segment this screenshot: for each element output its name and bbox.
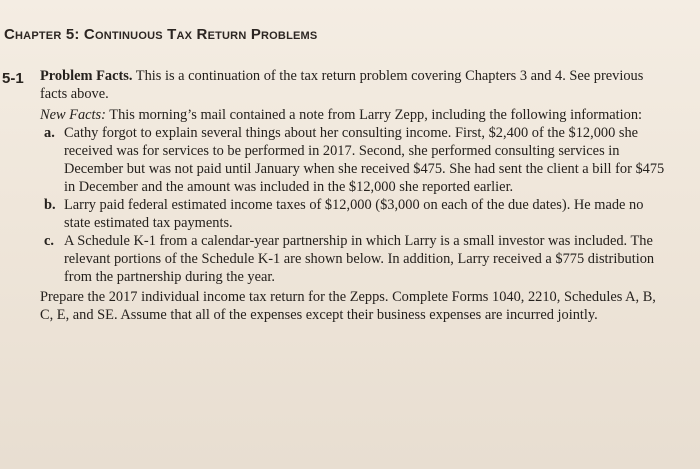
new-facts-label: New Facts:	[40, 107, 106, 123]
item-text: A Schedule K-1 from a calendar-year partnership in which Larry is a small investor was included. The relevant portions of the Schedule K-1 are shown below. In addition, Larry received a $775 distribution from the partnership during the year.	[64, 233, 655, 285]
fact-item-a	[40, 124, 668, 196]
fact-item-b	[40, 196, 666, 232]
problem-number: 5-1	[2, 70, 24, 87]
item-marker: a.	[44, 125, 55, 141]
item-text: Larry paid federal estimated income taxes of $12,000 ($3,000 on each of the due dates). He made no state estimated tax payments.	[64, 197, 644, 231]
problem-label: Problem Facts.	[40, 68, 133, 84]
item-marker: b.	[44, 197, 56, 213]
problem-intro	[40, 67, 670, 103]
new-facts-text: This morning’s mail contained a note from Larry Zepp, including the following information:	[109, 107, 643, 123]
item-text: Cathy forgot to explain several things about her consulting income. First, $2,400 of the $12,000 she received was for services to be performed in 2017. Second, she performed consulting services in December but was not paid until January when she received $475. She had sent the client a bill for $475 in December and the amount was included in the $12,000 she reported earlier.	[64, 125, 665, 195]
item-marker: c.	[44, 233, 54, 249]
fact-item-c	[40, 232, 668, 286]
problem-body	[40, 67, 680, 324]
problem-intro-text: This is a continuation of the tax return problem covering Chapters 3 and 4. See previous facts above.	[40, 68, 644, 102]
new-facts-paragraph	[40, 106, 660, 124]
instructions-paragraph: Prepare the 2017 individual income tax return for the Zepps. Complete Forms 1040, 2210, Schedules A, B, C, E, and SE. Assume that all of the expenses except their business expenses are incurred jointly.	[40, 289, 656, 323]
chapter-title: Chapter 5: Continuous Tax Return Problems	[4, 26, 318, 43]
